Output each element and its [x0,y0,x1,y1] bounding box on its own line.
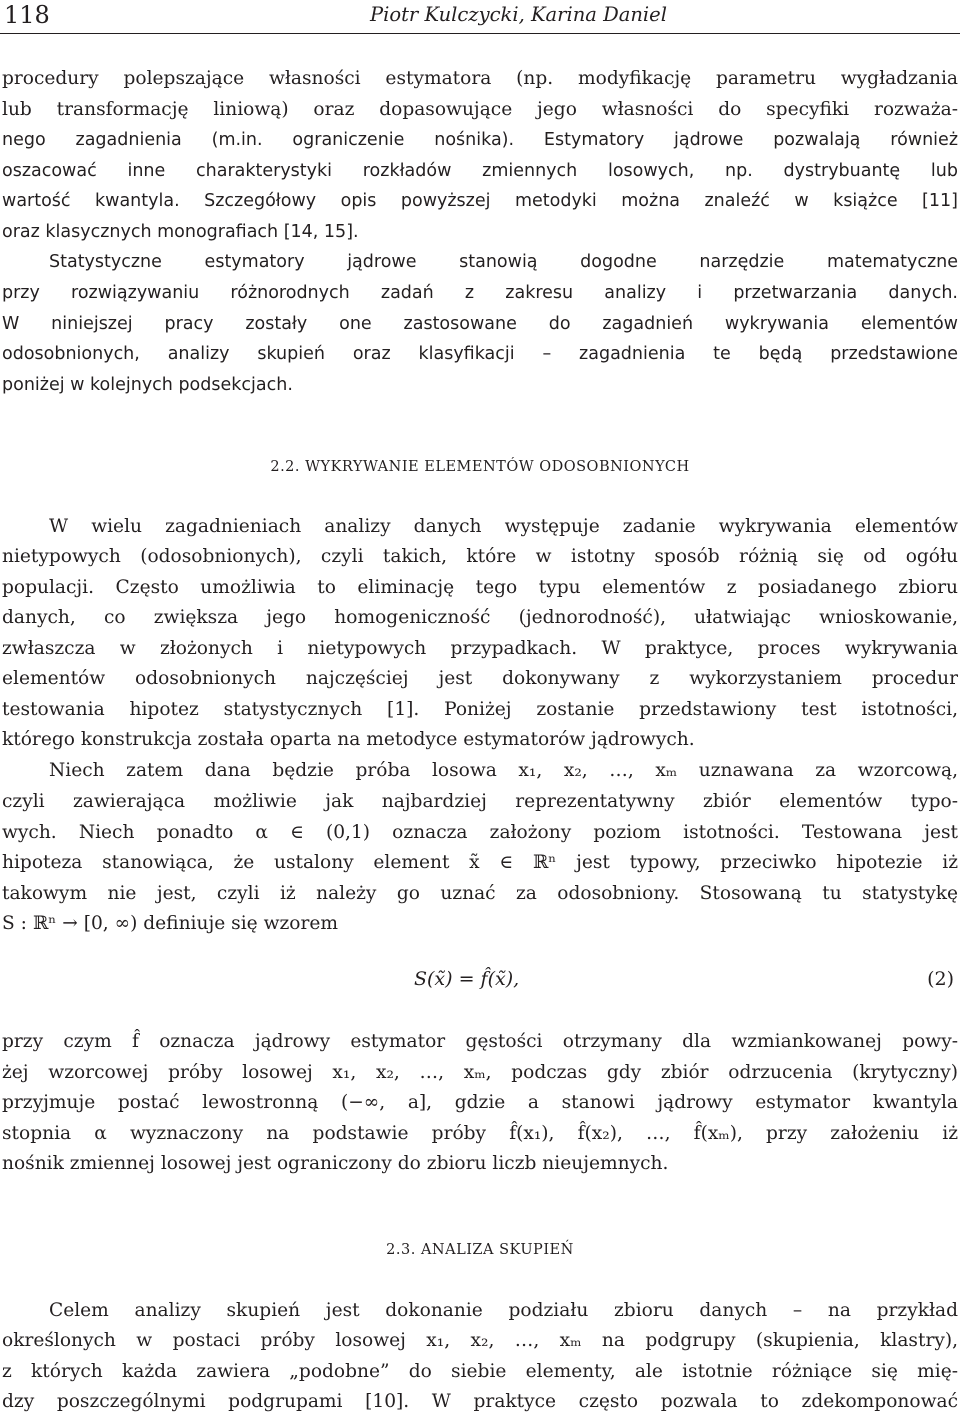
text-line: określonych w postaci próby losowej x₁, x₂, …, xₘ na podgrupy (skupienia, klastry), [2,1330,958,1351]
paragraph-cluster-analysis-cont [2,1326,958,1418]
text-line: oszacować inne charakterystyki rozkładów zmiennych losowych, np. dystrybuantę lub [2,160,958,181]
equation-statistic-definition: S(x̃) = f̂(x̃), [414,968,520,990]
text-line: procedury polepszające własności estymatora (np. modyfikację parametru wygładzania [2,68,958,89]
text-line: wych. Niech ponadto α ∈ (0,1) oznacza założony poziom istotności. Testowana jest [2,821,958,843]
paragraph-applications [2,247,958,278]
text-line: wartość kwantyla. Szczegółowy opis powyższej metodyki można znaleźć w książce [11] [2,191,958,211]
section-heading-2-3: 2.3. ANALIZA SKUPIEŃ [386,1242,574,1258]
paragraph-test-setup-cont [2,787,958,940]
paragraph-applications-cont [2,278,958,400]
text-line: W wielu zagadnieniach analizy danych występuje zadanie wykrywania elementów [49,516,958,537]
text-line: S : ℝⁿ → [0, ∞) definiuje się wzorem [2,913,338,934]
section-heading-2-2: 2.2. WYKRYWANIE ELEMENTÓW ODOSOBNIONYCH [270,459,690,475]
paragraph-kernel-estimators-intro [2,64,958,125]
equation-number: (2) [927,968,954,990]
text-line: czyli zawierająca możliwie jak najbardziej reprezentatywny zbiór elementów typo- [2,791,958,812]
text-line: lub transformację liniową) oraz dopasowujące jego własności do specyfiki rozważa- [2,98,958,120]
running-head-authors: Piotr Kulczycki, Karina Daniel [370,3,667,26]
paragraph-cluster-analysis [2,1296,958,1327]
text-line: przy czym f̂ oznacza jądrowy estymator gęstości otrzymany dla wzmiankowanej powy- [2,1031,958,1052]
header-rule [0,33,960,34]
text-line: stopnia α wyznaczony na podstawie próby f̂(x₁), f̂(x₂), …, f̂(xₘ), przy założeniu iż [2,1122,958,1144]
text-line: nietypowych (odosobnionych), czyli takich, które w istotny sposób różnią się od ogółu [2,546,958,567]
paragraph-outlier-detection-cont [2,542,958,756]
text-line: przy rozwiązywaniu różnorodnych zadań z zakresu analizy i przetwarzania danych. [2,283,958,303]
text-line: Celem analizy skupień jest dokonanie podziału zbioru danych – na przykład [49,1300,958,1321]
text-line: odosobnionych, analizy skupień oraz klasyfikacji – zagadnienia te będą przedstawione [2,344,958,364]
text-line: takowym nie jest, czyli iż należy go uznać za odosobniony. Stosowaną tu statystykę [2,882,958,904]
paragraph-kernel-estimators-sans [2,125,958,247]
page-number: 118 [4,1,50,29]
text-line: dzy poszczególnymi podgrupami [10]. W praktyce często pozwala to zdekomponować [2,1391,958,1412]
text-line: Statystyczne estymatory jądrowe stanowią dogodne narzędzie matematyczne [49,252,958,272]
paragraph-test-setup [2,756,958,787]
text-line: danych, co zwiększa jego homogeniczność (jednorodność), ułatwiając wnioskowanie, [2,607,958,628]
text-line: którego konstrukcja została oparta na metodyce estymatorów jądrowych. [2,729,695,750]
text-line: przyjmuje postać lewostronną (−∞, a], gdzie a stanowi jądrowy estymator kwantyla [2,1092,958,1113]
text-line: populacji. Często umożliwia to eliminację tego typu elementów z posiadanego zbioru [2,576,958,598]
text-line: hipoteza stanowiąca, że ustalony element x̃ ∈ ℝⁿ jest typowy, przeciwko hipotezie iż [2,852,958,873]
text-line: nośnik zmiennej losowej jest ograniczony do zbioru liczb nieujemnych. [2,1153,669,1174]
text-line: oraz klasycznych monografiach [14, 15]. [2,221,359,242]
text-line: nego zagadnienia (m.in. ograniczenie nośnika). Estymatory jądrowe pozwalają również [2,130,958,150]
paragraph-outlier-detection [2,512,958,543]
text-line: elementów odosobnionych najczęściej jest dokonywany z wykorzystaniem procedur [2,668,958,689]
text-line: testowania hipotez statystycznych [1]. Poniżej zostanie przedstawiony test istotności, [2,698,958,720]
text-line: poniżej w kolejnych podsekcjach. [2,374,293,395]
text-line: żej wzorcowej próby losowej x₁, x₂, …, xₘ, podczas gdy zbiór odrzucenia (krytyczny) [2,1061,958,1083]
paragraph-critical-region [2,1027,958,1180]
text-line: z których każda zawiera „podobne” do siebie elementy, ale istotnie różniące się mię- [2,1360,958,1382]
text-line: zwłaszcza w złożonych i nietypowych przypadkach. W praktyce, proces wykrywania [2,637,958,659]
text-line: W niniejszej pracy zostały one zastosowane do zagadnień wykrywania elementów [2,313,958,334]
text-line: Niech zatem dana będzie próba losowa x₁, x₂, …, xₘ uznawana za wzorcową, [49,760,958,781]
